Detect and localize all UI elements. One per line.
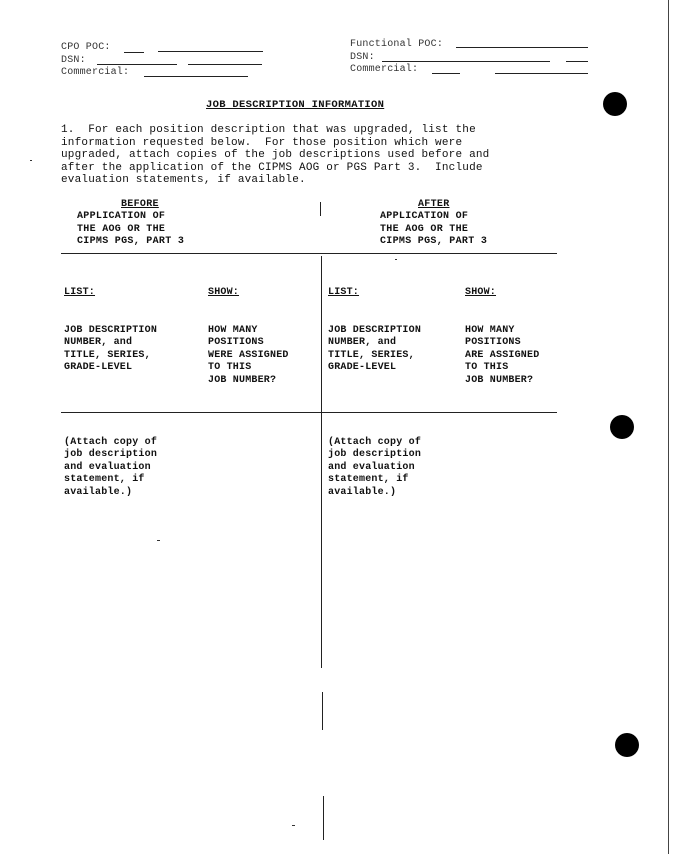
after-show-text: HOW MANY POSITIONS ARE ASSIGNED TO THIS JOB NUMBER? [465,324,540,386]
cpo-dsn-line-2[interactable] [188,64,262,65]
functional-poc-line[interactable] [456,47,588,48]
before-list-text: JOB DESCRIPTION NUMBER, and TITLE, SERIES, GRADE-LEVEL [64,324,158,373]
scan-speck [157,540,160,541]
functional-poc-label: Functional POC: [350,39,444,50]
functional-commercial-line-2[interactable] [495,73,588,74]
before-show-text: HOW MANY POSITIONS WERE ASSIGNED TO THIS JOB NUMBER? [208,324,289,386]
functional-dsn-line[interactable] [382,61,550,62]
column-divider-bottom [323,796,324,840]
after-list-text: JOB DESCRIPTION NUMBER, and TITLE, SERIES, GRADE-LEVEL [328,324,422,373]
before-list-label: LIST: [64,287,96,298]
functional-dsn-label: DSN: [350,52,375,63]
cpo-poc-label: CPO POC: [61,42,111,53]
cpo-commercial-line[interactable] [144,76,248,77]
functional-commercial-line[interactable] [432,73,460,74]
cpo-poc-line[interactable] [124,52,144,53]
cpo-dsn-line[interactable] [97,64,177,65]
after-heading: APPLICATION OF THE AOG OR THE CIPMS PGS, PART 3 [380,211,488,247]
cpo-dsn-label: DSN: [61,55,86,66]
scan-speck [292,825,295,826]
before-label: BEFORE [121,199,159,210]
cpo-commercial-label: Commercial: [61,67,130,78]
before-attach-text: (Attach copy of job description and evaluation statement, if available.) [64,436,158,498]
after-attach-text: (Attach copy of job description and evaluation statement, if available.) [328,436,422,498]
instructions-paragraph: 1. For each position description that was upgraded, list the information requested below. For those position which were upgraded, attach copies of the job descriptions used before and after the application of the CIPMS AOG or PGS Part 3. Include evaluation statements, if available. [61,124,490,186]
before-heading: APPLICATION OF THE AOG OR THE CIPMS PGS, PART 3 [77,211,185,247]
column-divider-top [320,202,321,216]
column-divider-lower [322,692,323,730]
before-list-cell [64,262,157,512]
after-show-cell [465,262,539,400]
after-show-label: SHOW: [465,287,497,298]
before-show-label: SHOW: [208,287,240,298]
cpo-poc-line-2[interactable] [158,51,263,52]
after-label: AFTER [418,199,450,210]
functional-dsn-line-2[interactable] [566,61,588,62]
punch-hole-top [603,92,627,116]
scan-speck [395,259,397,260]
page-title: JOB DESCRIPTION INFORMATION [206,99,385,111]
after-list-label: LIST: [328,287,360,298]
after-list-cell [328,262,421,512]
scan-speck [30,160,32,161]
page-edge [668,0,669,854]
punch-hole-bottom [615,733,639,757]
column-divider [321,256,322,668]
heading-rule [61,253,557,254]
functional-commercial-label: Commercial: [350,64,419,75]
before-show-cell [208,262,289,400]
punch-hole-middle [610,415,634,439]
